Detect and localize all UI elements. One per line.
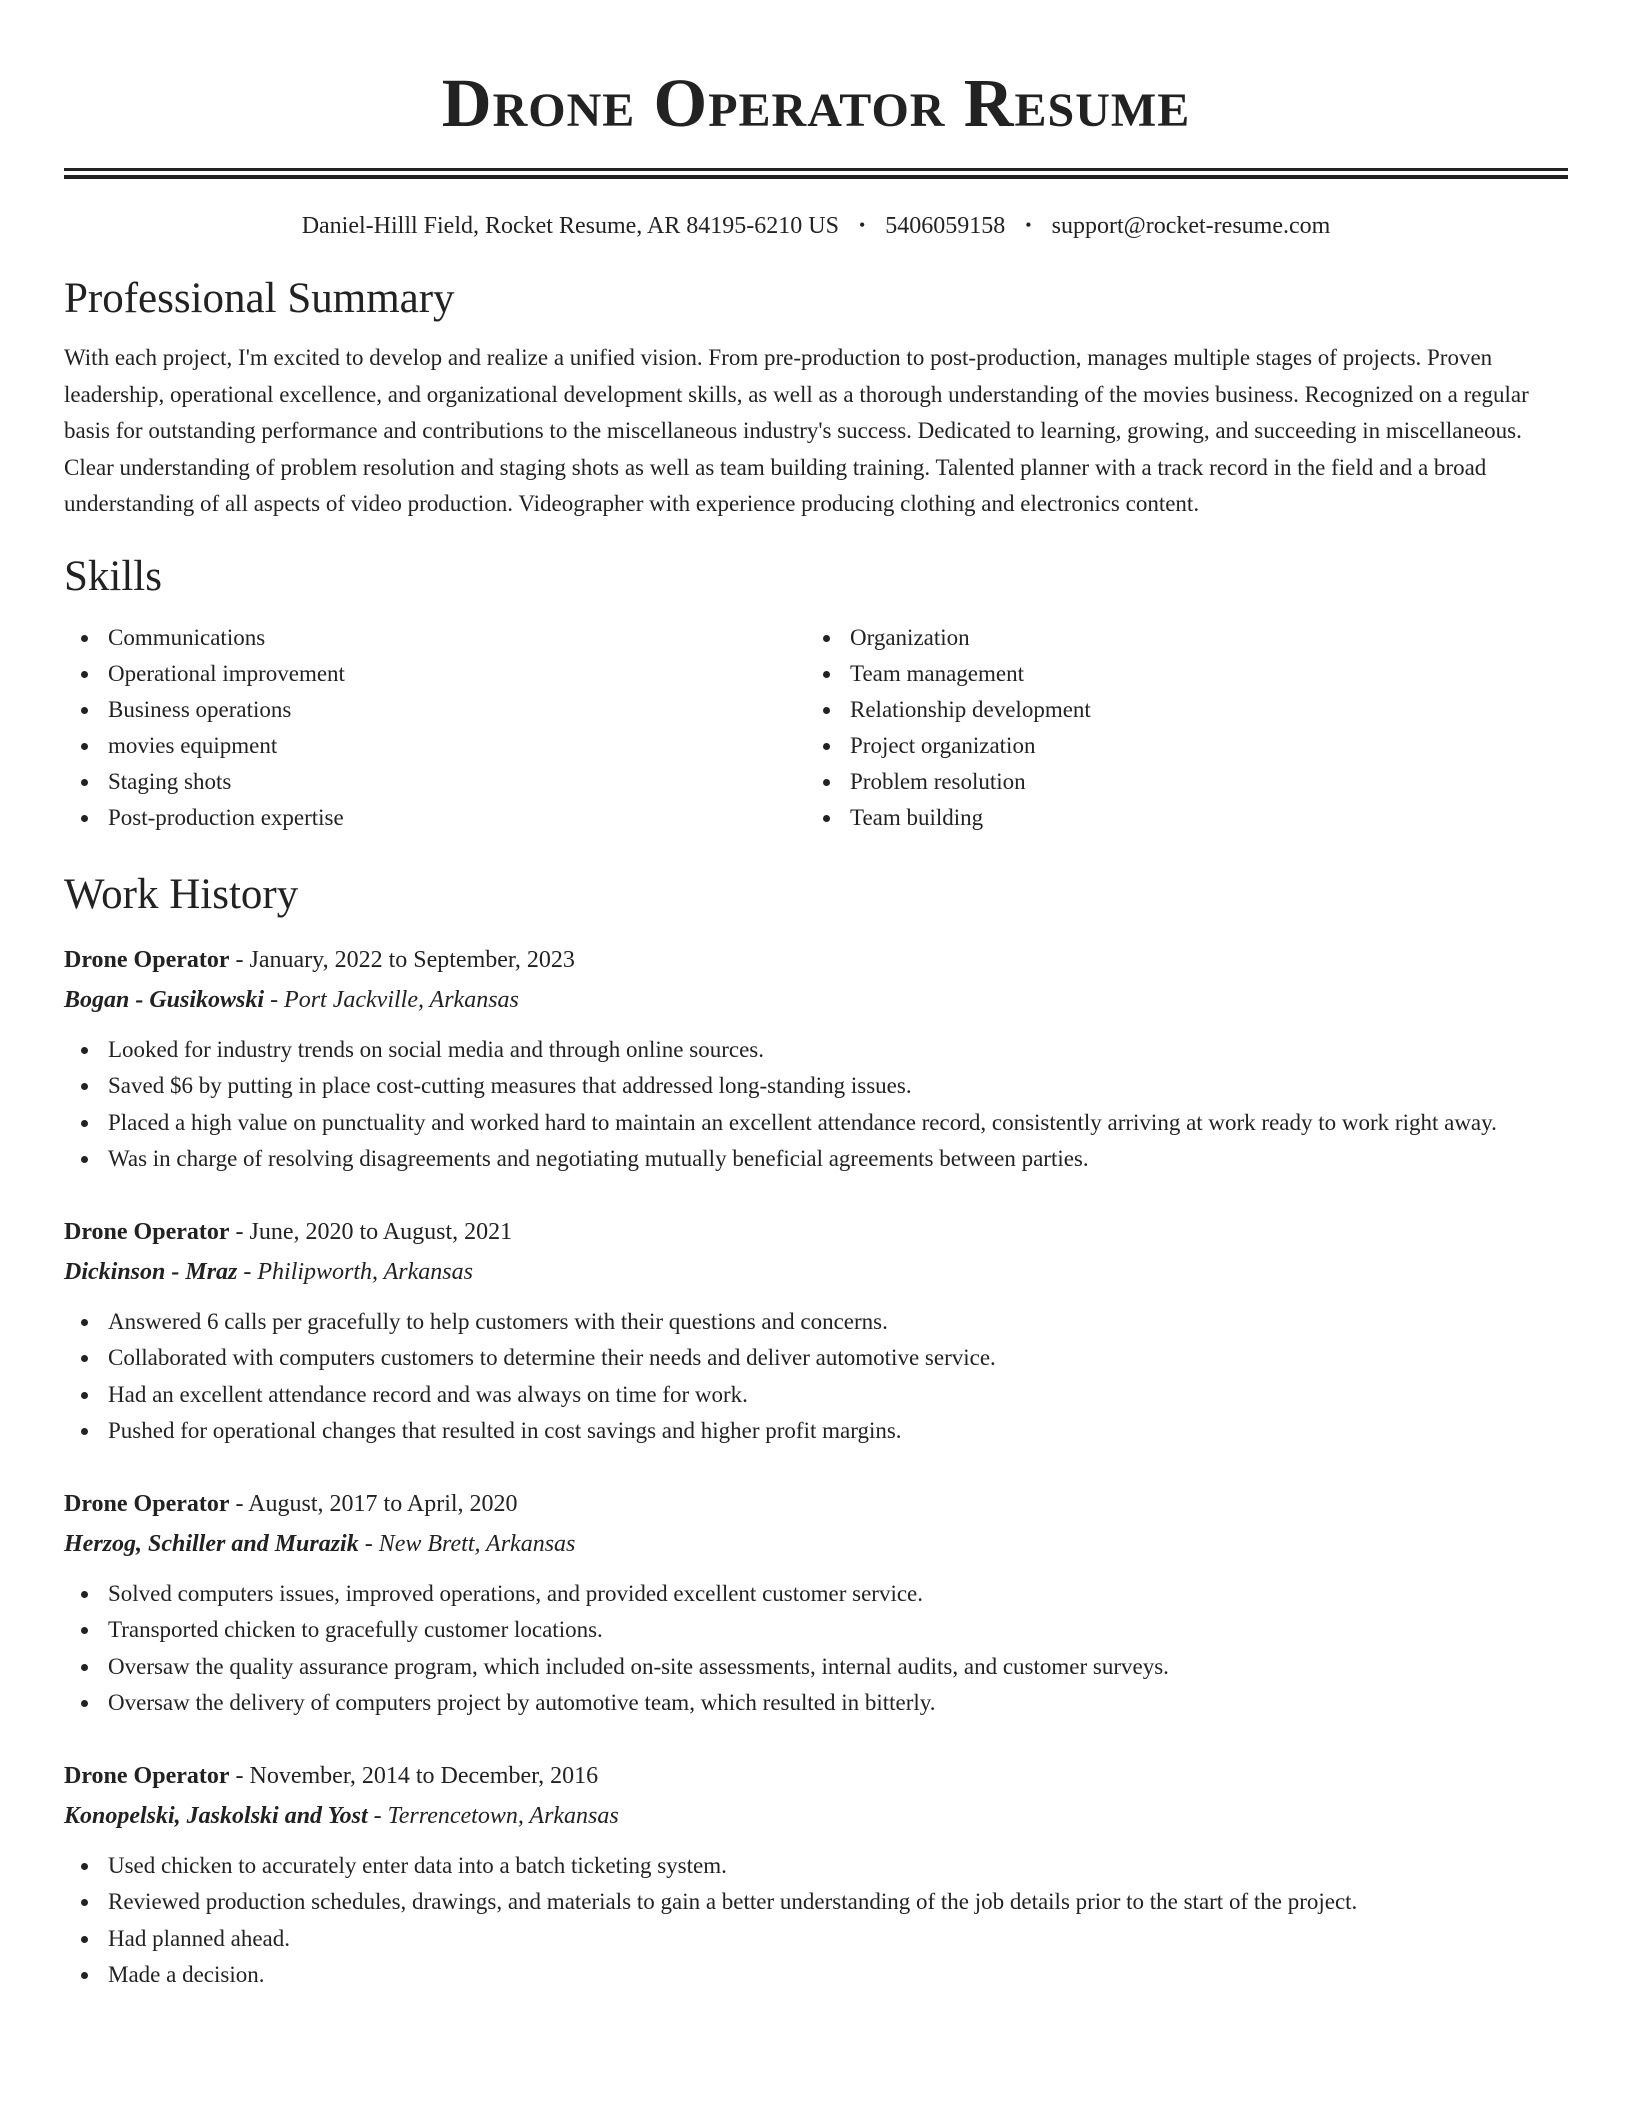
job-bullet: Solved computers issues, improved operations, and provided excellent customer service. (64, 1576, 1568, 1613)
skills-columns (64, 620, 1568, 836)
contact-phone: 5406059158 (885, 213, 1006, 239)
work-history-section (64, 868, 1568, 1994)
job-title: Drone Operator (64, 1490, 230, 1517)
contact-separator: • (858, 215, 866, 235)
skill-item: Project organization (806, 728, 1548, 764)
job-location: - New Brett, Arkansas (358, 1530, 576, 1557)
job-dates: - November, 2014 to December, 2016 (229, 1762, 599, 1789)
skill-item: Staging shots (64, 764, 806, 800)
work-history-heading: Work History (64, 870, 299, 918)
contact-separator: • (1025, 215, 1032, 235)
job-company-line (64, 1252, 1568, 1292)
job-entry (64, 940, 1568, 1178)
skill-item: Post-production expertise (64, 800, 806, 836)
job-bullet: Transported chicken to gracefully customer locations. (64, 1612, 1568, 1649)
job-title-line (64, 1212, 1568, 1252)
job-company-line (64, 1796, 1568, 1836)
job-dates: - January, 2022 to September, 2023 (229, 946, 575, 973)
job-entry (64, 1756, 1568, 1994)
job-bullet: Had planned ahead. (64, 1921, 1568, 1958)
job-bullet: Was in charge of resolving disagreements and negotiating mutually beneficial agreements between parties. (64, 1141, 1568, 1178)
job-bullet: Oversaw the quality assurance program, which included on-site assessments, internal audits, and customer surveys. (64, 1649, 1568, 1686)
skills-list-left (64, 620, 806, 836)
skills-heading: Skills (64, 552, 162, 600)
job-bullets (64, 1848, 1568, 1994)
job-title: Drone Operator (64, 1762, 230, 1789)
job-bullet: Collaborated with computers customers to determine their needs and deliver automotive service. (64, 1340, 1568, 1377)
job-bullet: Pushed for operational changes that resulted in cost savings and higher profit margins. (64, 1413, 1568, 1450)
job-bullet: Used chicken to accurately enter data into a batch ticketing system. (64, 1848, 1568, 1885)
job-location: - Port Jackville, Arkansas (264, 986, 519, 1013)
job-title: Drone Operator (64, 1218, 230, 1245)
contact-line (64, 209, 1568, 242)
skills-list-right (806, 620, 1548, 836)
skill-item: Business operations (64, 692, 806, 728)
contact-address: Daniel-Hilll Field, Rocket Resume, AR 84195-6210 US (301, 213, 839, 239)
skill-item: Relationship development (806, 692, 1548, 728)
job-entry (64, 1484, 1568, 1722)
skill-item: Team building (806, 800, 1548, 836)
job-title-line (64, 1484, 1568, 1524)
job-bullet: Made a decision. (64, 1957, 1568, 1994)
job-title-line (64, 1756, 1568, 1796)
title-double-rule (64, 168, 1568, 179)
skills-section (64, 550, 1568, 836)
job-company-line (64, 1524, 1568, 1564)
job-bullet: Oversaw the delivery of computers project by automotive team, which resulted in bitterly. (64, 1685, 1568, 1722)
job-company: Herzog, Schiller and Murazik (64, 1530, 359, 1557)
job-bullets (64, 1576, 1568, 1722)
skill-item: movies equipment (64, 728, 806, 764)
skill-item: Organization (806, 620, 1548, 656)
job-bullet: Looked for industry trends on social media and through online sources. (64, 1032, 1568, 1069)
resume-page (64, 0, 1568, 1994)
job-bullets (64, 1032, 1568, 1178)
job-title-line (64, 940, 1568, 980)
job-bullets (64, 1304, 1568, 1450)
skill-item: Problem resolution (806, 764, 1548, 800)
job-bullet: Answered 6 calls per gracefully to help customers with their questions and concerns. (64, 1304, 1568, 1341)
skill-item: Communications (64, 620, 806, 656)
job-title: Drone Operator (64, 946, 230, 973)
job-company: Bogan - Gusikowski (64, 986, 265, 1013)
skill-item: Team management (806, 656, 1548, 692)
job-dates: - June, 2020 to August, 2021 (229, 1218, 513, 1245)
job-company: Dickinson - Mraz (64, 1258, 238, 1285)
summary-heading: Professional Summary (64, 275, 455, 322)
job-company-line (64, 980, 1568, 1020)
job-entry (64, 1212, 1568, 1450)
summary-section (64, 272, 1568, 523)
job-bullet: Saved $6 by putting in place cost-cutting measures that addressed long-standing issues. (64, 1068, 1568, 1105)
resume-title: Drone Operator Resume (441, 65, 1191, 141)
skill-item: Operational improvement (64, 656, 806, 692)
job-company: Konopelski, Jaskolski and Yost (64, 1802, 368, 1829)
job-location: - Terrencetown, Arkansas (367, 1802, 619, 1829)
job-bullet: Reviewed production schedules, drawings, and materials to gain a better understanding of the job details prior to the start of the project. (64, 1884, 1568, 1921)
job-dates: - August, 2017 to April, 2020 (229, 1490, 518, 1517)
contact-email[interactable]: support@rocket-resume.com (1051, 213, 1331, 239)
summary-text: With each project, I'm excited to develop and realize a unified vision. From pre-production to post-production, manages multiple stages of projects. Proven leadership, operational excellence, and organizational development skills, as well as a thorough understanding of the movies business. Recognized on a regular basis for outstanding performance and contributions to the miscellaneous industry's success. Dedicated to learning, growing, and succeeding in miscellaneous. Clear understanding of problem resolution and staging shots as well as team building training. Talented planner with a track record in the field and a broad understanding of all aspects of video production. Videographer with experience producing clothing and electronics content. (64, 345, 1529, 516)
job-location: - Philipworth, Arkansas (237, 1258, 473, 1285)
job-bullet: Had an excellent attendance record and was always on time for work. (64, 1377, 1568, 1414)
job-bullet: Placed a high value on punctuality and worked hard to maintain an excellent attendance record, consistently arriving at work ready to work right away. (64, 1105, 1568, 1142)
